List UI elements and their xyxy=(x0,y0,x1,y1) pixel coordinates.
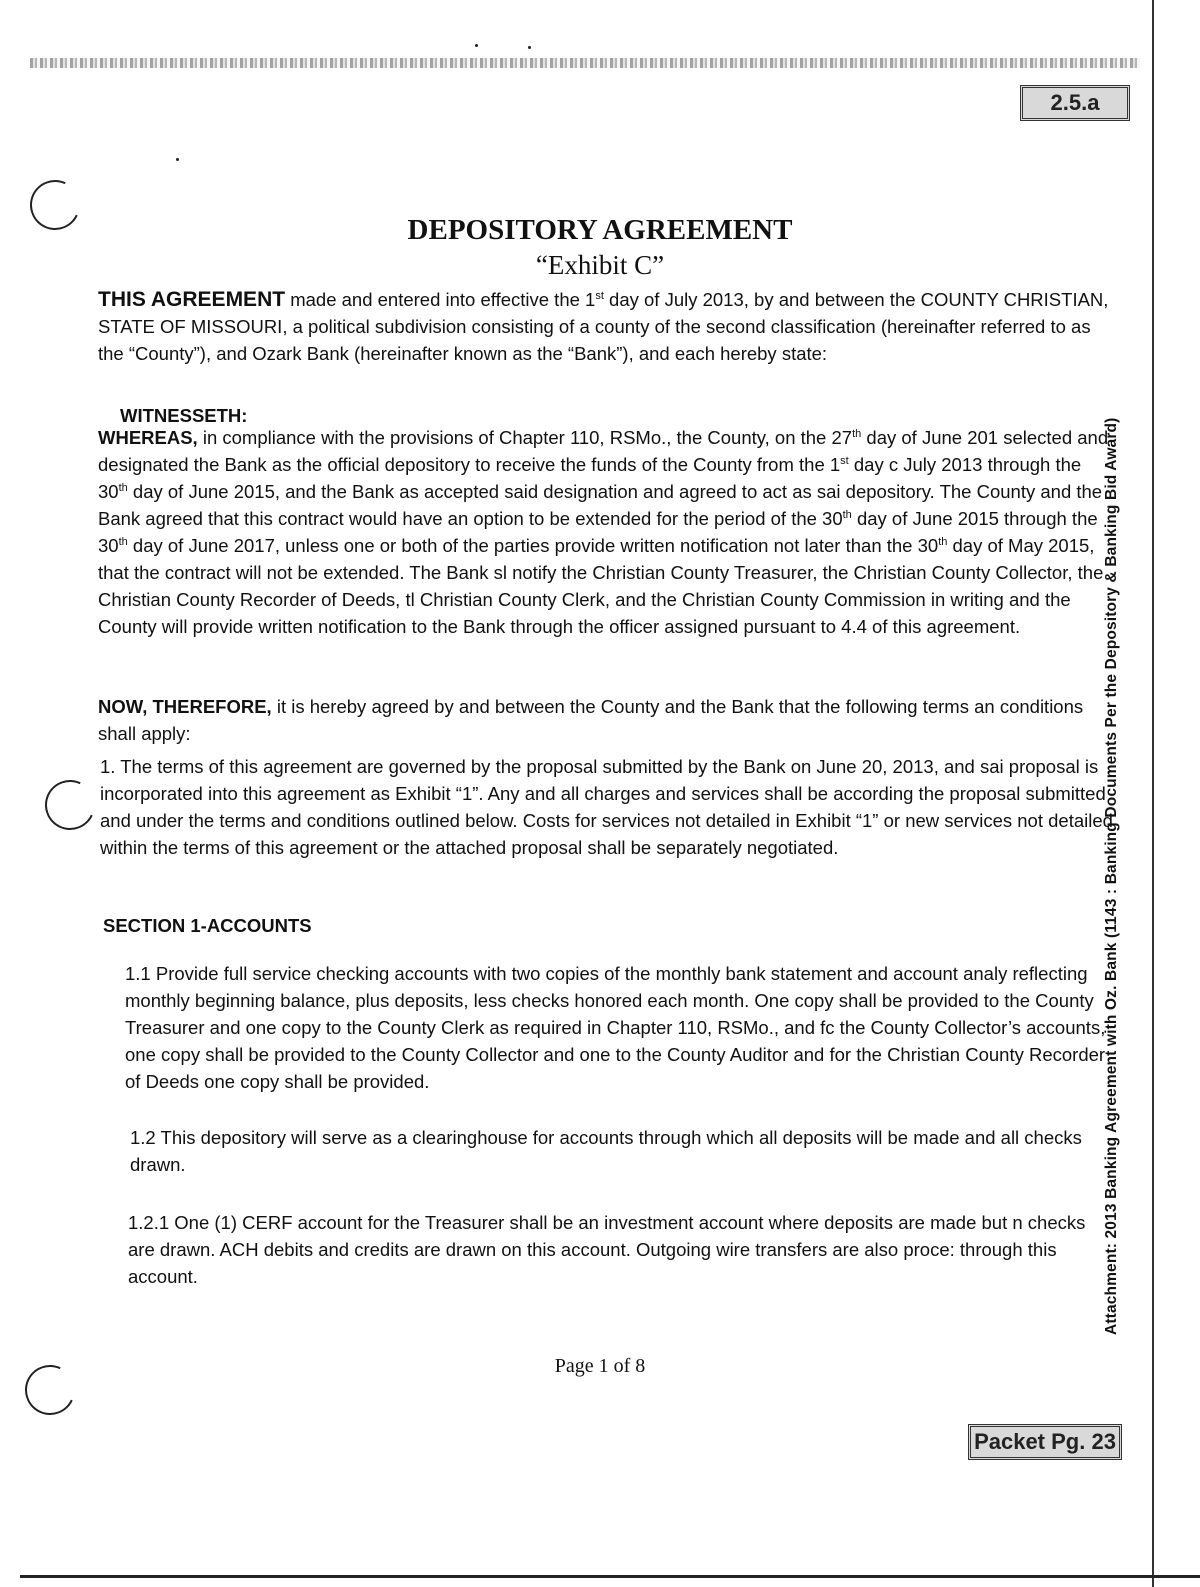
now-therefore-paragraph xyxy=(98,693,1116,747)
lead-term: THIS AGREEMENT xyxy=(98,288,286,311)
ordinal-suffix: th xyxy=(938,535,948,548)
section-heading: SECTION 1-ACCOUNTS xyxy=(103,915,312,936)
lead-term: NOW, THEREFORE, xyxy=(98,696,272,717)
agenda-item-stamp: 2.5.a xyxy=(1020,85,1130,121)
text-run: in compliance with the provisions of Chapter 110, RSMo., the County, on the 27 xyxy=(197,427,853,448)
packet-page-stamp: Packet Pg. 23 xyxy=(968,1424,1122,1460)
punch-hole-icon xyxy=(38,773,102,837)
ordinal-suffix: th xyxy=(118,535,128,548)
witnesseth-heading: WITNESSETH: xyxy=(120,405,248,426)
clause-1-paragraph: 1. The terms of this agreement are governed by the proposal submitted by the Bank on June 20, 2013, and sai proposal is incorporated into this agreement as Exhibit “1”. Any and all charges and services shall be according the proposal submitted and under the terms and conditions outlined below. Costs for services not detailed in Exhibit “1” or new services not detailed within the terms of this agreement or the attached proposal shall be separately negotiated. xyxy=(100,756,1113,858)
preamble-paragraph xyxy=(98,286,1118,367)
scan-speck xyxy=(176,158,179,161)
text-run: day c July 2013 through the 30 xyxy=(98,454,1082,502)
text-run: day of June 2015 through the 30 xyxy=(98,508,1098,556)
document-title: DEPOSITORY AGREEMENT xyxy=(407,214,793,246)
whereas-paragraph xyxy=(98,424,1116,640)
text-run: day of June 2017, unless one or both of the parties provide written notification not later than the 30 xyxy=(127,535,939,556)
text-run: day of July 2013, by and between the COUNTY CHRISTIAN, STATE OF MISSOURI, a political subdivision consisting of a county of the second classification (hereinafter referred to as the “County”), and Ozark Bank (hereinafter known as the “Bank”), and each hereby state: xyxy=(98,289,1109,364)
text-run: day of May 2015, that the contract will not be extended. The Bank sl notify the Christian County Treasurer, the Christian County Collector, the Christian County Recorder of Deeds, tl Christian County Clerk, and the Christian County Commission in writing and the County will provide written notification to the Bank through the officer assigned pursuant to 4.4 of this agreement. xyxy=(98,535,1104,637)
document-subtitle: “Exhibit C” xyxy=(535,250,665,280)
scan-speck xyxy=(528,46,531,49)
attachment-side-label xyxy=(1103,255,1129,1335)
text-run: it is hereby agreed by and between the County and the Bank that the following terms an conditions shall apply: xyxy=(98,696,1084,744)
attachment-label-text: Attachment: 2013 Banking Agreement with Oz. Bank (1143 : Banking Documents Per the Depository & Banking Bid Award) xyxy=(1103,417,1120,1335)
text-run: day of June 2015, and the Bank as accepted said designation and agreed to act as sai depository. The County and the Bank agreed that this contract would have an option to be extended for the period of the 30 xyxy=(98,481,1103,529)
ordinal-suffix: th xyxy=(842,508,852,521)
lead-term: WHEREAS, xyxy=(98,427,198,448)
clause-1-2-1-paragraph: 1.2.1 One (1) CERF account for the Treasurer shall be an investment account where deposits are made but n checks are drawn. ACH debits and credits are drawn on this account. Outgoing wire transfers are also proce: through this account. xyxy=(128,1212,1086,1287)
clause-1-2-paragraph: 1.2 This depository will serve as a clearinghouse for accounts through which all deposits will be made and all checks drawn. xyxy=(130,1127,1082,1175)
scan-speck xyxy=(475,44,478,47)
text-run: day of June 201 selected and designated the Bank as the official depository to receive the funds of the County from the 1 xyxy=(98,427,1109,475)
ordinal-suffix: st xyxy=(840,454,849,467)
bottom-rule xyxy=(20,1575,1200,1578)
ordinal-suffix: st xyxy=(595,289,604,302)
clause-1-1-paragraph: 1.1 Provide full service checking accounts with two copies of the monthly bank statement and account analy reflecting monthly beginning balance, plus deposits, less checks honored each month. One copy shall be provided to the County Treasurer and one copy to the County Clerk as required in Chapter 110, RSMo., and fc the County Collector’s accounts, one copy shall be provided to the County Collector and one to the County Auditor and for the Christian County Recorder of Deeds one copy shall be provided. xyxy=(125,963,1106,1092)
text-run: made and entered into effective the 1 xyxy=(285,289,596,310)
ordinal-suffix: th xyxy=(118,481,128,494)
page-number: Page 1 of 8 xyxy=(554,1355,646,1377)
ordinal-suffix: th xyxy=(852,427,862,440)
scan-noise-line xyxy=(30,58,1140,68)
